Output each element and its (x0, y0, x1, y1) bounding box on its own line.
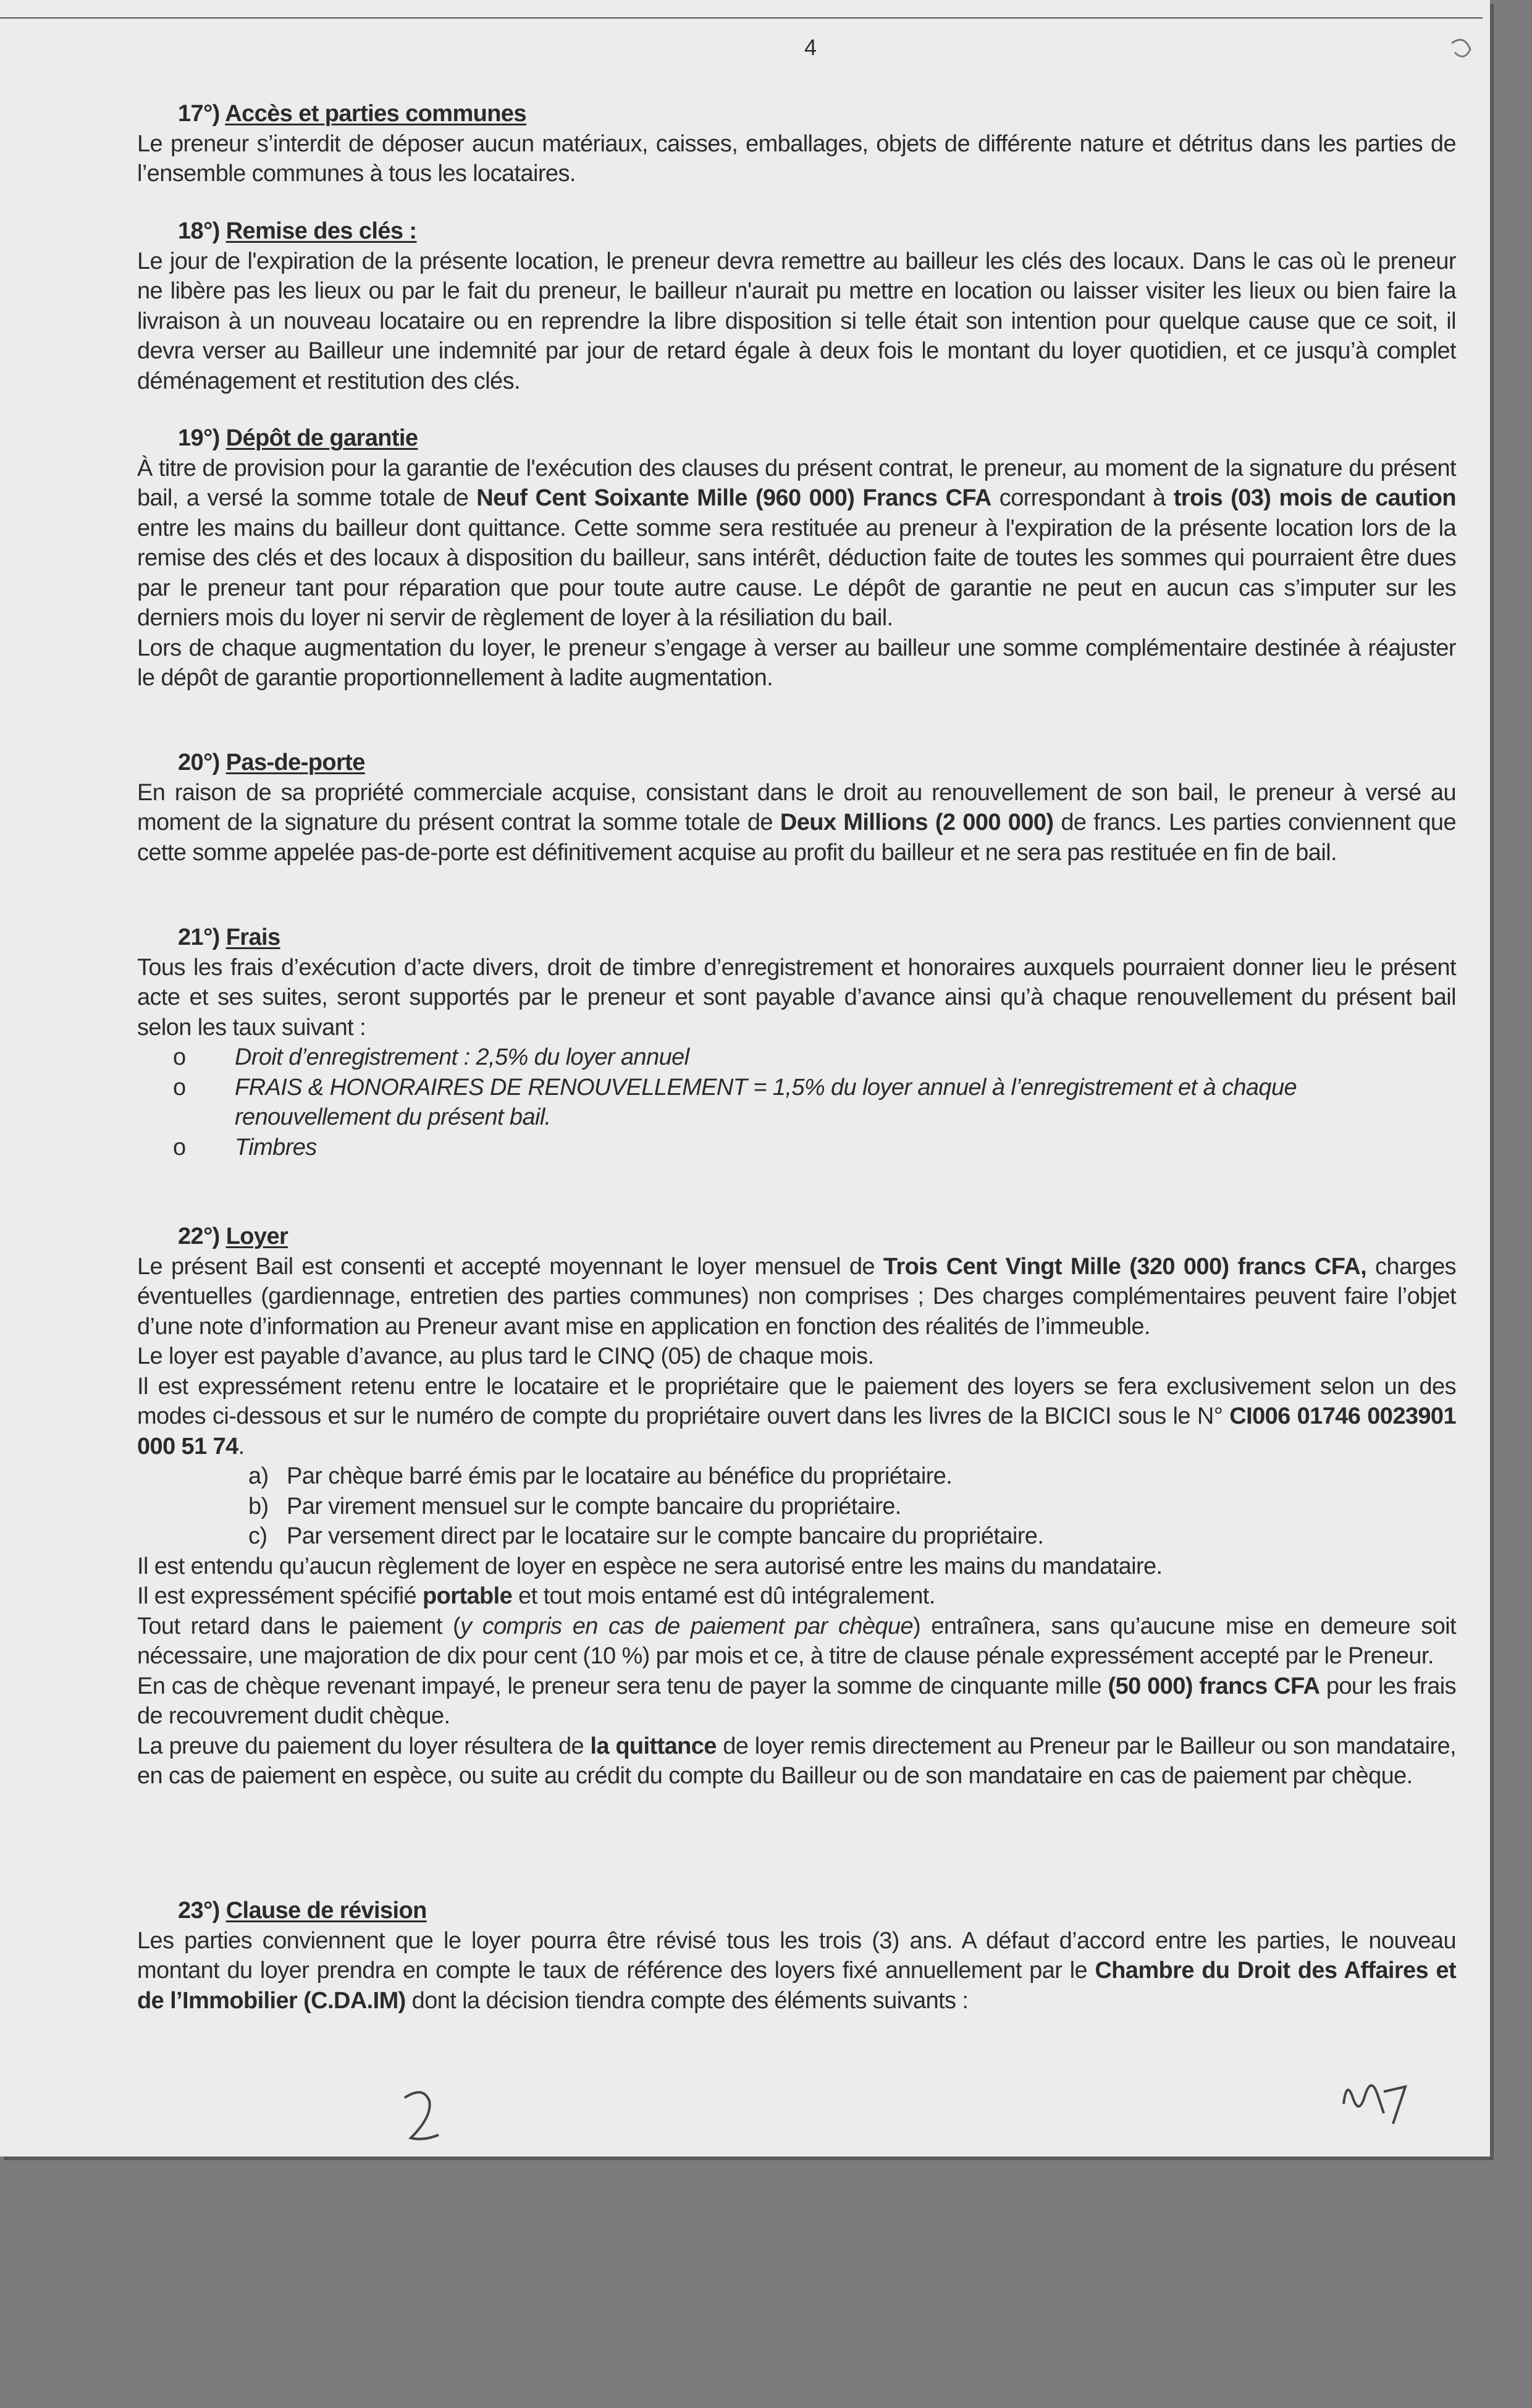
italic-text: FRAIS & HONORAIRES DE RENOUVELLEMENT = 1,5% du loyer annuel à l’enregistrement et à chaque renouvellement du présent bail. (235, 1074, 1297, 1130)
list-marker: a) (248, 1463, 269, 1489)
section-title: Remise des clés : (225, 218, 417, 244)
list-marker: c) (248, 1523, 267, 1549)
text-run: ) entraînera, sans qu’aucune mise en demeure soit nécessaire, une majoration de dix pour cent (10 %) par mois et ce, à titre de clause pénale expressément accepté par le Preneur. (137, 1613, 1456, 1669)
section-title: Frais (225, 924, 280, 950)
text-run: Par virement mensuel sur le compte bancaire du propriétaire. (287, 1493, 901, 1519)
text-run: Les parties conviennent que le loyer pourra être révisé tous les trois (3) ans. A défaut d’accord entre les parties, le nouveau montant du loyer prendra en compte le taux de référence des loyers fixé annuellement par le (137, 1927, 1456, 1983)
text-run: et tout mois entamé est dû intégralement. (512, 1583, 935, 1609)
text-run: charges éventuelles (gardiennage, entretien des parties communes) non comprises ; Des charges complémentaires peuvent faire l’objet d’une note d’information au Preneur avant mise en application en fonction des réalités de l’immeuble. (137, 1253, 1457, 1340)
section-number: 20°) (178, 750, 226, 775)
section-title: Pas-de-porte (225, 750, 365, 775)
italic-text: Timbres (235, 1134, 317, 1160)
text-run: Il est expressément spécifié (137, 1583, 423, 1609)
text-run: de francs. Les parties conviennent que cette somme appelée pas-de-porte est définitivement acquise au profit du bailleur et ne sera pas restituée en fin de bail. (137, 809, 1456, 866)
text-run: À titre de provision pour la garantie de l'exécution des clauses du présent contrat, le preneur, au moment de la signature du présent bail, a versé la somme totale de (137, 455, 1456, 511)
bold-text: Deux Millions (2 000 000) (780, 809, 1054, 835)
page-corner-mark (1452, 40, 1470, 56)
text-run: . (238, 1433, 245, 1460)
section-title: Accès et parties communes (225, 101, 526, 127)
list-marker: o (173, 1134, 186, 1160)
text-run: Le preneur s’interdit de déposer aucun matériaux, caisses, emballages, objets de différente nature et détritus dans les parties de l’ensemble communes à tous les locataires. (137, 130, 1456, 187)
text-run: de loyer remis directement au Preneur par le Bailleur ou son mandataire, en cas de paiement en espèce, ou suite au crédit du compte du Bailleur ou de son mandataire en cas de paiement par chèque. (137, 1733, 1456, 1789)
section-number: 17°) (178, 101, 225, 127)
text-run: Par chèque barré émis par le locataire au bénéfice du propriétaire. (287, 1463, 953, 1489)
bold-text: la quittance (590, 1733, 717, 1759)
text-run: La preuve du paiement du loyer résultera de (137, 1733, 591, 1759)
text-run: correspondant à (991, 485, 1174, 511)
page-number: 4 (804, 35, 817, 60)
text-run: entre les mains du bailleur dont quittance. Cette somme sera restituée au preneur à l'expiration de la présente location lors de la remise des clés et des locaux à disposition du bailleur, sans intérêt, déduction faite de toutes les sommes qui pourraient être dues par le preneur tant pour réparation que pour toute autre cause. Le dépôt de garantie ne peut en aucun cas s’imputer sur les derniers mois du loyer ni servir de règlement de loyer à la résiliation du bail. (137, 515, 1456, 631)
text-run: Lors de chaque augmentation du loyer, le preneur s’engage à verser au bailleur une somme complémentaire destinée à réajuster le dépôt de garantie proportionnellement à ladite augmentation. (137, 635, 1456, 691)
initial-mark-left (405, 2092, 439, 2139)
section-number: 23°) (178, 1898, 226, 1924)
text-run: dont la décision tiendra compte des éléments suivants : (405, 1987, 969, 2014)
section-title: Loyer (225, 1223, 288, 1249)
bold-text: (50 000) francs CFA (1108, 1673, 1320, 1699)
italic-text: y compris en cas de paiement par chèque (460, 1613, 914, 1639)
text-run: Il est entendu qu’aucun règlement de loyer en espèce ne sera autorisé entre les mains du mandataire. (137, 1553, 1163, 1579)
italic-text: Droit d’enregistrement : 2,5% du loyer annuel (235, 1044, 689, 1070)
bold-text: Neuf Cent Soixante Mille (960 000) Francs CFA (476, 485, 991, 511)
section-number: 22°) (178, 1223, 226, 1249)
bold-text: trois (03) mois de caution (1173, 485, 1457, 511)
bold-text: CI006 01746 0023901 000 51 74 (137, 1403, 1456, 1460)
list-marker: o (173, 1044, 186, 1070)
text-run: Il est expressément retenu entre le locataire et le propriétaire que le paiement des loyers se fera exclusivement selon un des modes ci-dessous et sur le numéro de compte du propriétaire ouvert dans les livres de la BICICI sous le N° (137, 1373, 1456, 1429)
text-run: Le loyer est payable d’avance, au plus tard le CINQ (05) de chaque mois. (137, 1343, 874, 1369)
text-run: Par versement direct par le locataire sur le compte bancaire du propriétaire. (287, 1523, 1044, 1549)
bold-text: Chambre du Droit des Affaires et de l’Immobilier (C.DA.IM) (137, 1958, 1457, 2014)
text-run: En raison de sa propriété commerciale acquise, consistant dans le droit au renouvellement de son bail, le preneur à versé au moment de la signature du présent contrat la somme totale de (137, 779, 1456, 835)
text-run: Tous les frais d’exécution d’acte divers, droit de timbre d’enregistrement et honoraires auxquels pourraient donner lieu le présent acte et ses suites, seront supportés par le preneur et sont payable d’avance ainsi qu’à chaque renouvellement du présent bail selon les taux suivant : (137, 954, 1456, 1041)
section-number: 19°) (178, 425, 226, 451)
list-marker: b) (248, 1493, 269, 1519)
text-run: En cas de chèque revenant impayé, le preneur sera tenu de payer la somme de cinquante mille (137, 1673, 1108, 1699)
text-run: Le jour de l'expiration de la présente location, le preneur devra remettre au bailleur les clés des locaux. Dans le cas où le preneur ne libère pas les lieux ou par le fait du preneur, le bailleur n'aurait pu mettre en location ou laisser visiter les lieux ou bien faire la livraison à un nouveau locataire ou en reprendre la libre disposition si telle était son intention pour quelque cause que ce soit, il devra verser au Bailleur une indemnité par jour de retard égale à deux fois le montant du loyer quotidien, et ce jusqu’à complet déménagement et restitution des clés. (137, 248, 1456, 394)
initial-mark-right (1344, 2085, 1405, 2124)
section-number: 21°) (178, 924, 226, 950)
section-title: Clause de révision (225, 1898, 427, 1924)
bold-text: portable (423, 1583, 513, 1609)
bold-text: Trois Cent Vingt Mille (320 000) francs CFA, (883, 1253, 1367, 1280)
text-run: pour les frais de recouvrement dudit chèque. (137, 1673, 1456, 1729)
text-run: Tout retard dans le paiement ( (137, 1613, 461, 1639)
section-title: Dépôt de garantie (225, 425, 418, 451)
list-marker: o (173, 1074, 186, 1100)
text-run: Le présent Bail est consenti et accepté moyennant le loyer mensuel de (137, 1253, 883, 1280)
section-number: 18°) (178, 218, 226, 244)
